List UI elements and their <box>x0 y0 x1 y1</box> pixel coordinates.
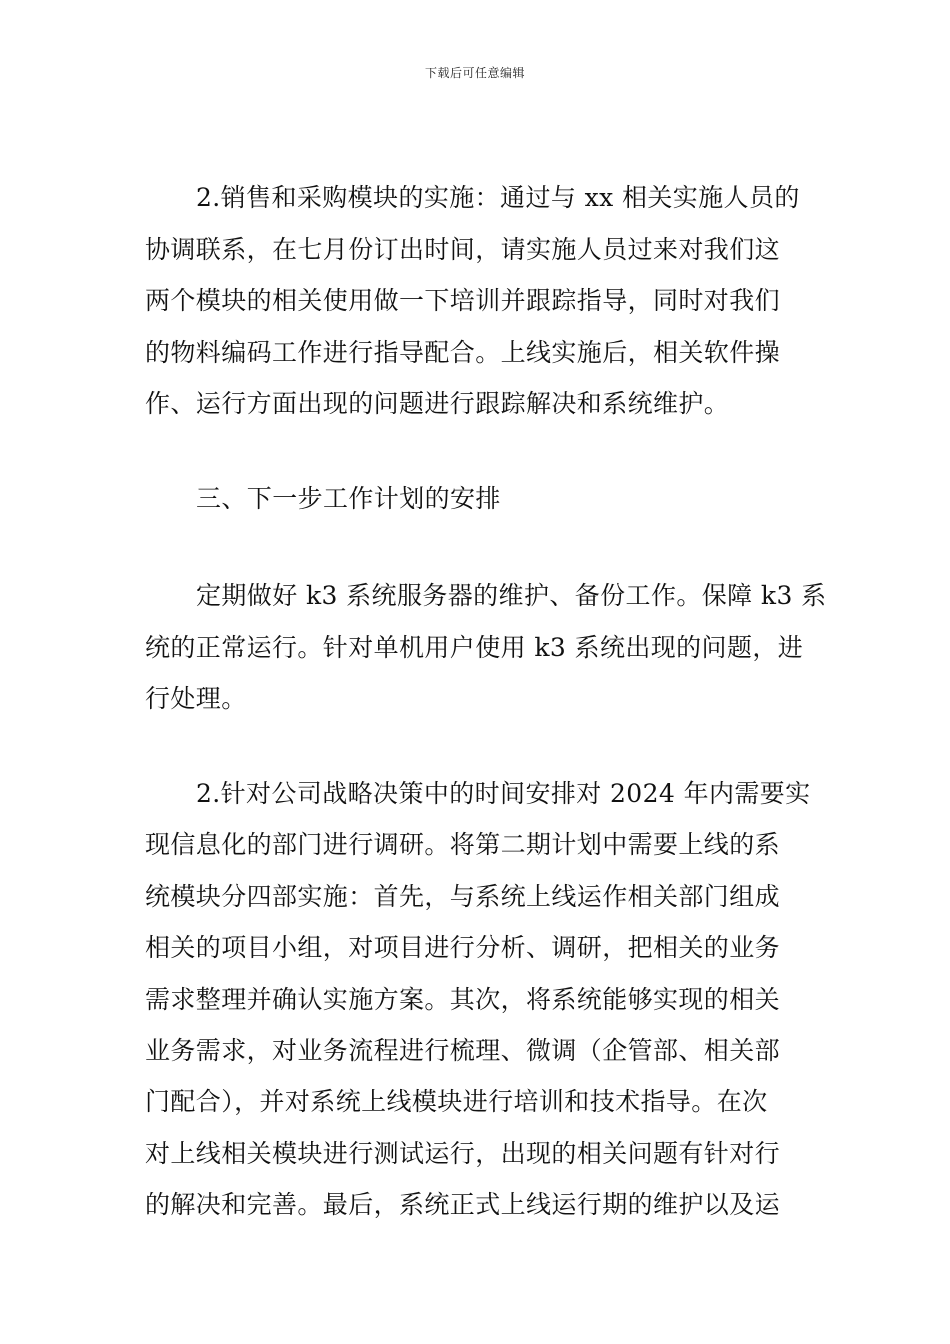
paragraph-line: 相关的项目小组，对项目进行分析、调研，把相关的业务 <box>145 933 781 962</box>
paragraph-line: 现信息化的部门进行调研。将第二期计划中需要上线的系 <box>145 830 781 859</box>
paragraph-line: 2.针对公司战略决策中的时间安排对 2024 年内需要实 <box>196 779 811 808</box>
paragraph-line: 业务需求，对业务流程进行梳理、微调（企管部、相关部 <box>145 1036 781 1065</box>
paragraph-line: 统的正常运行。针对单机用户使用 k3 系统出现的问题，进 <box>145 633 804 662</box>
paragraph-line: 的解决和完善。最后，系统正式上线运行期的维护以及运 <box>145 1190 781 1219</box>
paragraph-line: 门配合），并对系统上线模块进行培训和技术指导。在次 <box>145 1087 768 1116</box>
paragraph-line: 对上线相关模块进行测试运行，出现的相关问题有针对行 <box>145 1139 781 1168</box>
paragraph-line: 需求整理并确认实施方案。其次，将系统能够实现的相关 <box>145 985 781 1014</box>
paragraph-line: 2.销售和采购模块的实施：通过与 xx 相关实施人员的 <box>196 183 800 212</box>
paragraph-line: 作、运行方面出现的问题进行跟踪解决和系统维护。 <box>145 389 730 418</box>
page-header: 下载后可任意编辑 <box>424 66 525 80</box>
paragraph-line: 的物料编码工作进行指导配合。上线实施后，相关软件操 <box>145 338 781 367</box>
paragraph-line: 定期做好 k3 系统服务器的维护、备份工作。保障 k3 系 <box>196 581 827 610</box>
paragraph-line: 统模块分四部实施：首先，与系统上线运作相关部门组成 <box>145 882 781 911</box>
heading-text: 三、下一步工作计划的安排 <box>196 484 501 513</box>
paragraph-line: 协调联系，在七月份订出时间，请实施人员过来对我们这 <box>145 235 781 264</box>
paragraph-line: 两个模块的相关使用做一下培训并跟踪指导，同时对我们 <box>145 286 781 315</box>
paragraph-line: 行处理。 <box>145 684 247 713</box>
